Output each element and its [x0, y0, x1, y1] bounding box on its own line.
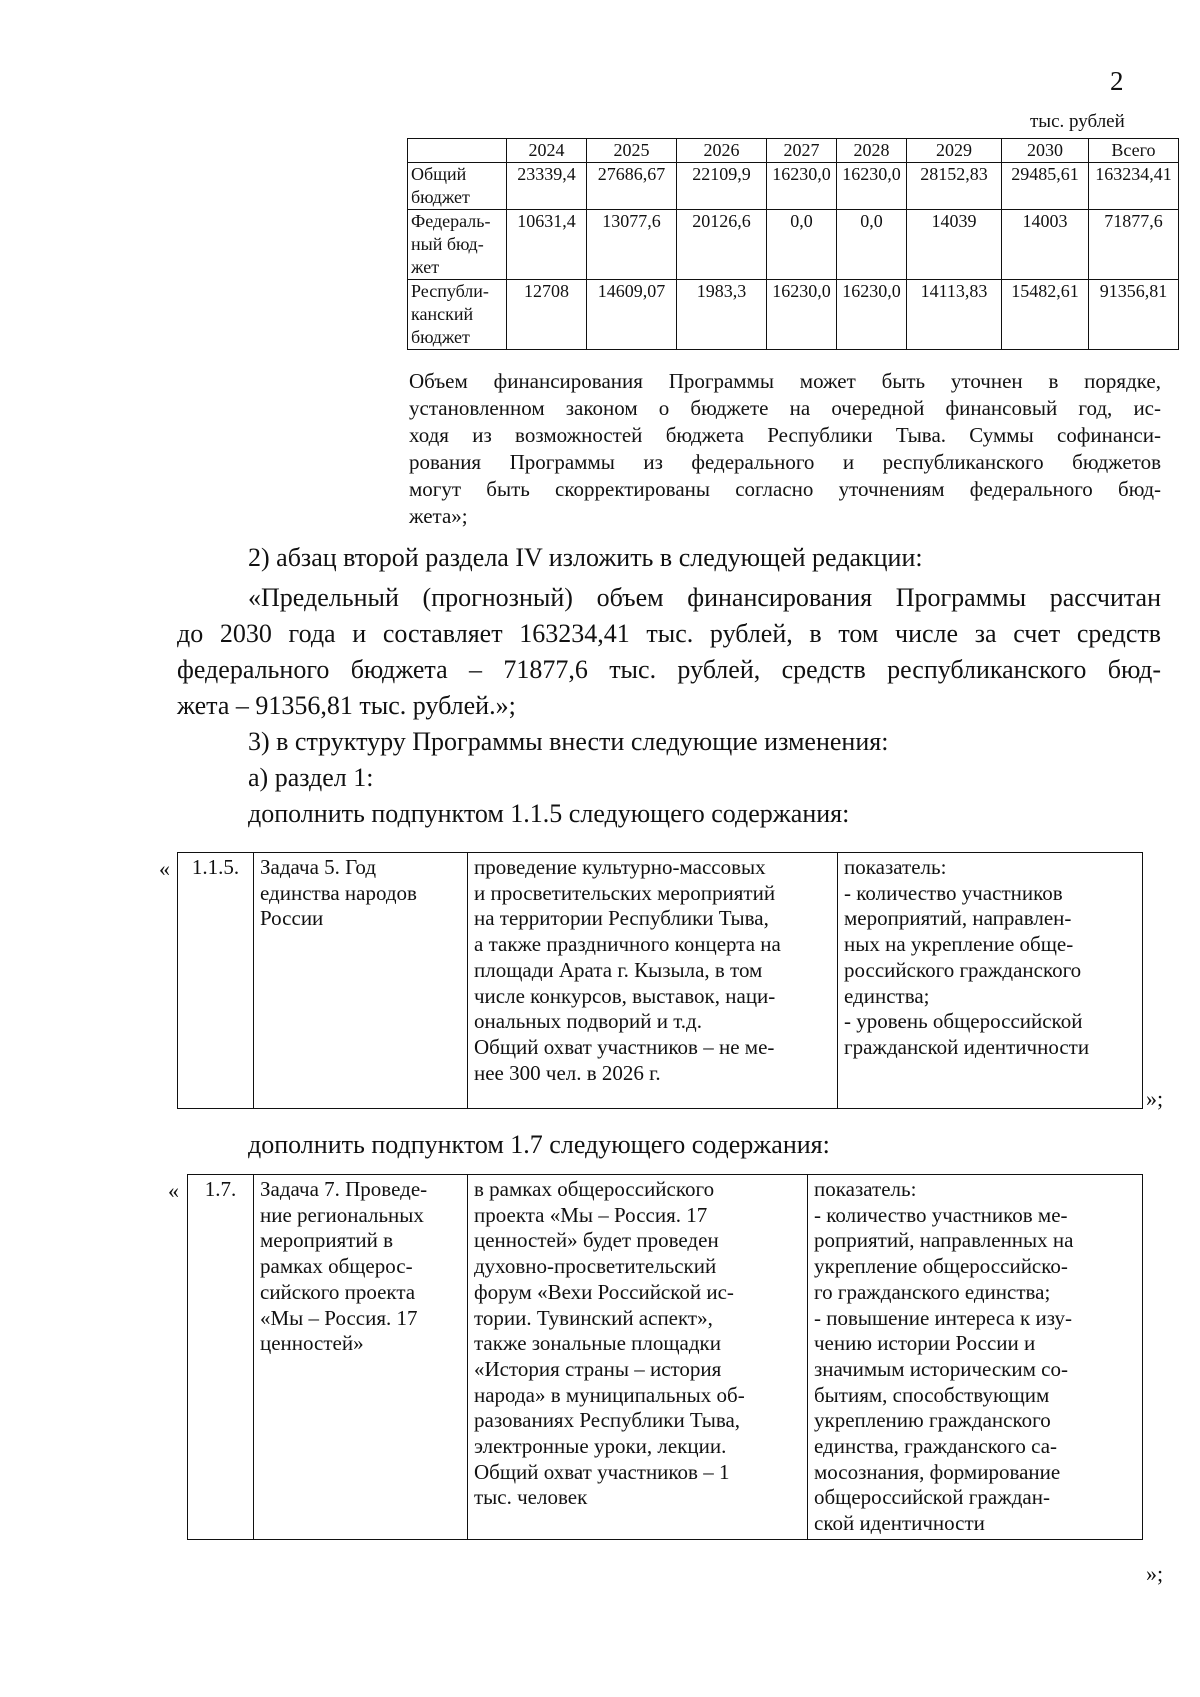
task-name-line: Задача 5. Год [260, 855, 377, 879]
task-desc-line: числе конкурсов, выставок, наци- [474, 983, 776, 1008]
table-cell: 163234,41 [1089, 163, 1179, 210]
task-desc-line: площади Арата г. Кызыла, в том [474, 957, 763, 982]
header-cell: 2025 [587, 139, 677, 163]
table-cell: 15482,61 [1002, 280, 1089, 350]
table-cell: 0,0 [837, 210, 907, 280]
budget-row-republic [408, 280, 1179, 350]
task-desc-line: духовно-просветительский [474, 1254, 717, 1279]
table-cell: 16230,0 [767, 280, 837, 350]
task-description [468, 853, 838, 1109]
task-indicator-line: - количество участников ме- [814, 1202, 1068, 1227]
task-indicator-line: гражданской идентичности [844, 1034, 1090, 1059]
close-quote: »; [1146, 1086, 1164, 1111]
task-name [254, 1175, 468, 1540]
table-cell: 71877,6 [1089, 210, 1179, 280]
task-name-line: ние региональных [260, 1202, 424, 1227]
table-cell: 23339,4 [507, 163, 587, 210]
task-desc-line: тории. Тувинский аспект», [474, 1305, 713, 1330]
task-table-1-1-5 [177, 852, 1143, 1109]
note-line: рования Программы из федерального и республиканского бюджетов [409, 450, 1161, 474]
task-indicator-line: показатель: [844, 855, 947, 879]
task-desc-line: также зональные площадки [474, 1331, 721, 1356]
header-cell: 2027 [767, 139, 837, 163]
header-cell [408, 139, 507, 163]
task-indicator-line: российского гражданского [844, 957, 1082, 982]
budget-row-total [408, 163, 1179, 210]
task-desc-line: а также праздничного концерта на [474, 932, 781, 957]
task-indicator-line: роприятий, направленных на [814, 1228, 1074, 1253]
task-name-line: Задача 7. Проведе- [260, 1177, 428, 1201]
task-indicators [838, 853, 1143, 1109]
task-indicator-line: показатель: [814, 1177, 917, 1201]
row-label-line: Федераль- [411, 211, 491, 231]
table-cell: 16230,0 [837, 280, 907, 350]
table-cell: 14003 [1002, 210, 1089, 280]
table-cell: 28152,83 [907, 163, 1002, 210]
open-quote: « [168, 1178, 179, 1203]
table-cell: 27686,67 [587, 163, 677, 210]
row-label-line: бюджет [411, 327, 470, 347]
task-desc-line: Общий охват участников – 1 [474, 1459, 730, 1484]
body-paragraph-line: «Предельный (прогнозный) объем финансирования Программы рассчитан [248, 583, 1161, 612]
task-table-1-7 [187, 1174, 1143, 1540]
table-cell: 22109,9 [677, 163, 767, 210]
task-indicator-line: единства, гражданского са- [814, 1434, 1058, 1459]
task-indicator-line: го гражданского единства; [814, 1279, 1051, 1304]
table-cell: 16230,0 [767, 163, 837, 210]
body-paragraph-line: а) раздел 1: [248, 763, 374, 792]
table-cell: 14609,07 [587, 280, 677, 350]
header-cell: 2028 [837, 139, 907, 163]
task-desc-line: на территории Республики Тыва, [474, 906, 769, 931]
task-name-line: ценностей» [260, 1331, 364, 1356]
task-indicator-line: мосознания, формирование [814, 1459, 1061, 1484]
task-indicator-line: ных на укрепление обще- [844, 932, 1074, 957]
task-description [468, 1175, 808, 1540]
unit-label: тыс. рублей [1030, 111, 1125, 132]
body-paragraph-line: дополнить подпунктом 1.1.5 следующего содержания: [248, 799, 850, 828]
table-cell: 1983,3 [677, 280, 767, 350]
task-name-line: России [260, 906, 324, 931]
row-label-line: Республи- [411, 281, 489, 301]
task-indicator-line: укреплению гражданского [814, 1408, 1051, 1433]
task-indicators [808, 1175, 1143, 1540]
page-number: 2 [1110, 66, 1124, 96]
header-cell: 2030 [1002, 139, 1089, 163]
close-quote: »; [1146, 1561, 1164, 1586]
task-desc-line: народа» в муниципальных об- [474, 1382, 745, 1407]
body-paragraph-line: до 2030 года и составляет 163234,41 тыс. рублей, в том числе за счет средств [177, 619, 1161, 648]
task-desc-line: электронные уроки, лекции. [474, 1434, 727, 1459]
task-desc-line: проведение культурно-массовых [474, 855, 766, 879]
header-cell: Всего [1089, 139, 1179, 163]
body-paragraph-line: 2) абзац второй раздела IV изложить в следующей редакции: [248, 543, 923, 572]
task-desc-line: и просветительских мероприятий [474, 880, 776, 905]
header-cell: 2029 [907, 139, 1002, 163]
row-label-line: Общий [411, 164, 467, 184]
task-name-line: мероприятий в [260, 1228, 394, 1253]
body-paragraph-line: федерального бюджета – 71877,6 тыс. рублей, средств республиканского бюд- [177, 655, 1161, 684]
task-indicator-line: - количество участников [844, 880, 1063, 905]
table-cell: 10631,4 [507, 210, 587, 280]
task-code: 1.7. [188, 1175, 254, 1540]
body-paragraph-line: жета – 91356,81 тыс. рублей.»; [177, 691, 516, 720]
task-indicator-line: общероссийской граждан- [814, 1485, 1050, 1510]
table-cell: 14113,83 [907, 280, 1002, 350]
task-name-line: «Мы – Россия. 17 [260, 1305, 418, 1330]
task-desc-line: ональных подворий и т.д. [474, 1009, 702, 1034]
table-cell: 29485,61 [1002, 163, 1089, 210]
note-line: жета»; [409, 504, 468, 528]
table-cell: 91356,81 [1089, 280, 1179, 350]
task-indicator-line: укрепление общероссийско- [814, 1254, 1068, 1279]
task-desc-line: «История страны – история [474, 1356, 722, 1381]
task-name-line: сийского проекта [260, 1279, 416, 1304]
table-cell: 0,0 [767, 210, 837, 280]
table-cell: 13077,6 [587, 210, 677, 280]
row-label-line: бюджет [411, 187, 470, 207]
row-label-line: жет [411, 257, 440, 277]
header-cell: 2024 [507, 139, 587, 163]
task-indicator-line: - уровень общероссийской [844, 1009, 1083, 1034]
table-cell: 14039 [907, 210, 1002, 280]
task-indicator-line: бытиям, способствующим [814, 1382, 1050, 1407]
note-line: Объем финансирования Программы может быть уточнен в порядке, [409, 369, 1161, 393]
body-paragraph-line: дополнить подпунктом 1.7 следующего содержания: [248, 1130, 830, 1159]
row-label-line: канский [411, 304, 474, 324]
task-indicator-line: чению истории России и [814, 1331, 1036, 1356]
row-label [408, 280, 507, 350]
open-quote: « [159, 856, 170, 881]
row-label-line: ный бюд- [411, 234, 484, 254]
note-line: установленном законом о бюджете на очередной финансовый год, ис- [409, 396, 1161, 420]
task-code: 1.1.5. [178, 853, 254, 1109]
task-name-line: рамках общерос- [260, 1254, 413, 1279]
task-desc-line: проекта «Мы – Россия. 17 [474, 1202, 708, 1227]
row-label [408, 163, 507, 210]
task-desc-line: Общий охват участников – не ме- [474, 1034, 775, 1059]
budget-row-federal [408, 210, 1179, 280]
table-cell: 16230,0 [837, 163, 907, 210]
header-cell: 2026 [677, 139, 767, 163]
financing-note [409, 368, 1161, 530]
table-cell: 20126,6 [677, 210, 767, 280]
budget-header-row [408, 139, 1179, 163]
table-row [178, 853, 1143, 1109]
body-paragraph-line: 3) в структуру Программы внести следующие изменения: [248, 727, 889, 756]
task-desc-line: тыс. человек [474, 1485, 588, 1510]
task-desc-line: в рамках общероссийского [474, 1177, 715, 1201]
task-name-line: единства народов [260, 880, 417, 905]
row-label [408, 210, 507, 280]
note-line: могут быть скорректированы согласно уточнениям федерального бюд- [409, 477, 1161, 501]
task-indicator-line: - повышение интереса к изу- [814, 1305, 1073, 1330]
table-row [188, 1175, 1143, 1540]
task-name [254, 853, 468, 1109]
note-line: ходя из возможностей бюджета Республики Тыва. Суммы софинанси- [409, 423, 1161, 447]
task-indicator-line: мероприятий, направлен- [844, 906, 1072, 931]
task-desc-line: нее 300 чел. в 2026 г. [474, 1060, 661, 1085]
task-desc-line: разованиях Республики Тыва, [474, 1408, 741, 1433]
table-cell: 12708 [507, 280, 587, 350]
task-indicator-line: единства; [844, 983, 930, 1008]
task-indicator-line: значимым историческим со- [814, 1356, 1068, 1381]
budget-table [407, 138, 1179, 350]
task-desc-line: ценностей» будет проведен [474, 1228, 719, 1253]
task-desc-line: форум «Вехи Российской ис- [474, 1279, 734, 1304]
task-indicator-line: ской идентичности [814, 1511, 985, 1536]
